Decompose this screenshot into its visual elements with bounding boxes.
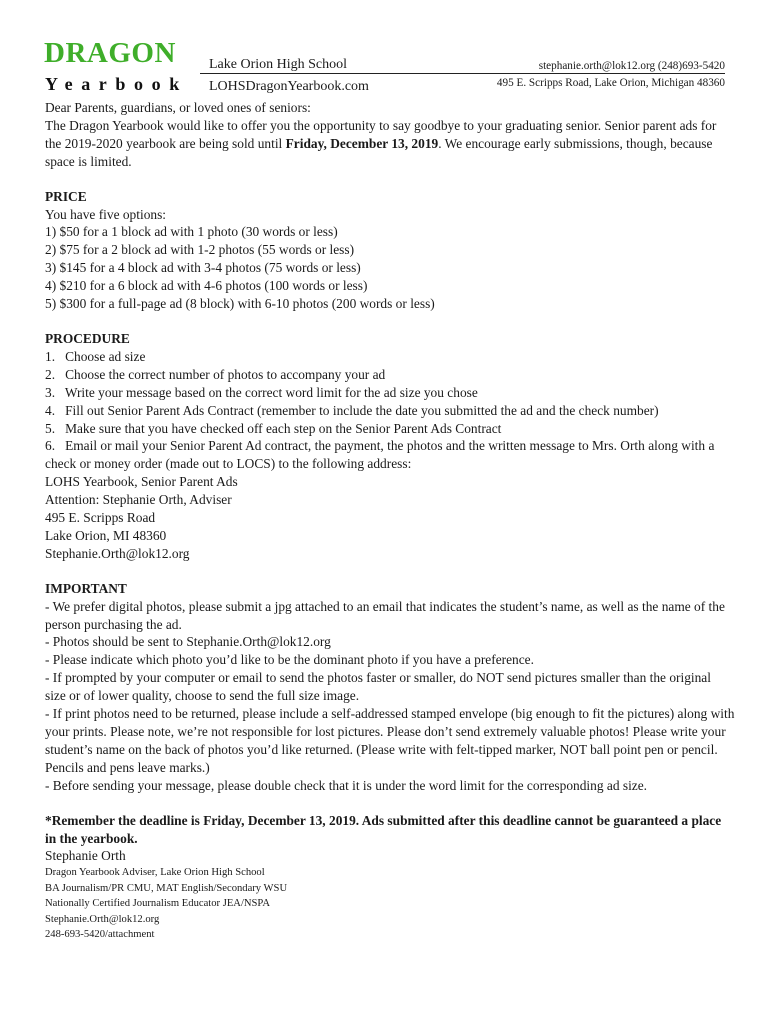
intro-text-end: . We encourage early submissions, though, because space is limited. xyxy=(45,135,713,169)
deadline-date: Friday, December 13, 2019 xyxy=(285,135,439,151)
procedure-heading: PROCEDURE xyxy=(45,330,130,346)
procedure-step: 3. Write your message based on the correct word limit for the ad size you chose xyxy=(45,384,478,400)
signature-line: BA Journalism/PR CMU, MAT English/Secondary WSU xyxy=(45,882,288,894)
price-heading: PRICE xyxy=(45,188,87,204)
intro-paragraph xyxy=(45,117,735,171)
mailing-address-line: 495 E. Scripps Road xyxy=(45,510,156,526)
signature-line: Dragon Yearbook Adviser, Lake Orion High School xyxy=(45,867,265,879)
important-heading: IMPORTANT xyxy=(45,580,127,596)
mailing-address-line: LOHS Yearbook, Senior Parent Ads xyxy=(45,474,238,490)
important-item: - If print photos need to be returned, please include a self-addressed stamped envelope (big enough to fit the pictures) along with your prints. Please note, we’re not responsible for lost pictures. Please don’t send extremely valuable photos! Please write your student’s name on the back of photos you’d like returned. (Please write with felt-tipped marker, NOT ball point pen or pencil. Pencils and pens leave marks.) xyxy=(45,706,735,775)
header-address: 495 E. Scripps Road, Lake Orion, Michigan 48360 xyxy=(496,77,725,89)
mailing-address-email[interactable]: Stephanie.Orth@lok12.org xyxy=(45,545,190,561)
mailing-address-line: Attention: Stephanie Orth, Adviser xyxy=(45,492,232,508)
procedure-step: 5. Make sure that you have checked off each step on the Senior Parent Ads Contract xyxy=(45,420,502,436)
important-item: - We prefer digital photos, please submit a jpg attached to an email that indicates the student’s name, as well as the name of the person purchasing the ad. xyxy=(45,598,725,632)
letter-body xyxy=(45,99,735,943)
important-item: - Photos should be sent to Stephanie.Orth@lok12.org xyxy=(45,634,331,650)
greeting: Dear Parents, guardians, or loved ones of seniors: xyxy=(45,100,311,115)
important-item: - Before sending your message, please double check that it is under the word limit for the corresponding ad size. xyxy=(45,777,648,793)
procedure-step: 4. Fill out Senior Parent Ads Contract (remember to include the date you submitted the ad and the check number) xyxy=(45,402,659,418)
school-name: Lake Orion High School xyxy=(209,57,348,72)
price-intro: You have five options: xyxy=(45,206,167,222)
important-item: - If prompted by your computer or email to send the photos faster or smaller, do NOT send pictures smaller than the original size or of lower quality, choose to send the full size image. xyxy=(45,670,711,704)
procedure-step: 6. Email or mail your Senior Parent Ad contract, the payment, the photos and the written message to Mrs. Orth along with a check or money order (made out to LOCS) to the following address: xyxy=(45,438,715,472)
header-divider xyxy=(200,73,725,74)
procedure-step: 1. Choose ad size xyxy=(45,348,146,364)
price-option: 3) $145 for a 4 block ad with 3-4 photos (75 words or less) xyxy=(45,260,361,276)
signature-line: Nationally Certified Journalism Educator JEA/NSPA xyxy=(45,898,270,910)
signature-name: Stephanie Orth xyxy=(45,848,126,864)
price-option: 1) $50 for a 1 block ad with 1 photo (30 words or less) xyxy=(45,224,338,240)
mailing-address-line: Lake Orion, MI 48360 xyxy=(45,527,167,543)
header-contact: stephanie.orth@lok12.org (248)693-5420 xyxy=(538,60,725,72)
intro-text: The Dragon Yearbook would like to offer you the opportunity to say goodbye to your graduating senior. Senior parent ads for the 2019-2020 yearbook are being sold until xyxy=(45,117,717,151)
price-option: 2) $75 for a 2 block ad with 1-2 photos (55 words or less) xyxy=(45,242,355,258)
deadline-reminder: *Remember the deadline is Friday, December 13, 2019. Ads submitted after this deadline cannot be guaranteed a place in the yearbook. xyxy=(45,812,722,846)
signature-block xyxy=(45,865,735,943)
price-option: 4) $210 for a 6 block ad with 4-6 photos (100 words or less) xyxy=(45,278,368,294)
important-item: - Please indicate which photo you’d like to be the dominant photo if you have a preference. xyxy=(45,652,534,668)
yearbook-logo-text: Yearbook xyxy=(45,74,188,94)
dragon-logo-text: DRAGON xyxy=(44,37,176,69)
website-link[interactable]: LOHSDragonYearbook.com xyxy=(209,79,369,94)
price-option: 5) $300 for a full-page ad (8 block) with 6-10 photos (200 words or less) xyxy=(45,296,435,312)
signature-line: 248-693-5420/attachment xyxy=(45,929,155,941)
signature-email[interactable]: Stephanie.Orth@lok12.org xyxy=(45,913,160,925)
procedure-step: 2. Choose the correct number of photos to accompany your ad xyxy=(45,366,386,382)
